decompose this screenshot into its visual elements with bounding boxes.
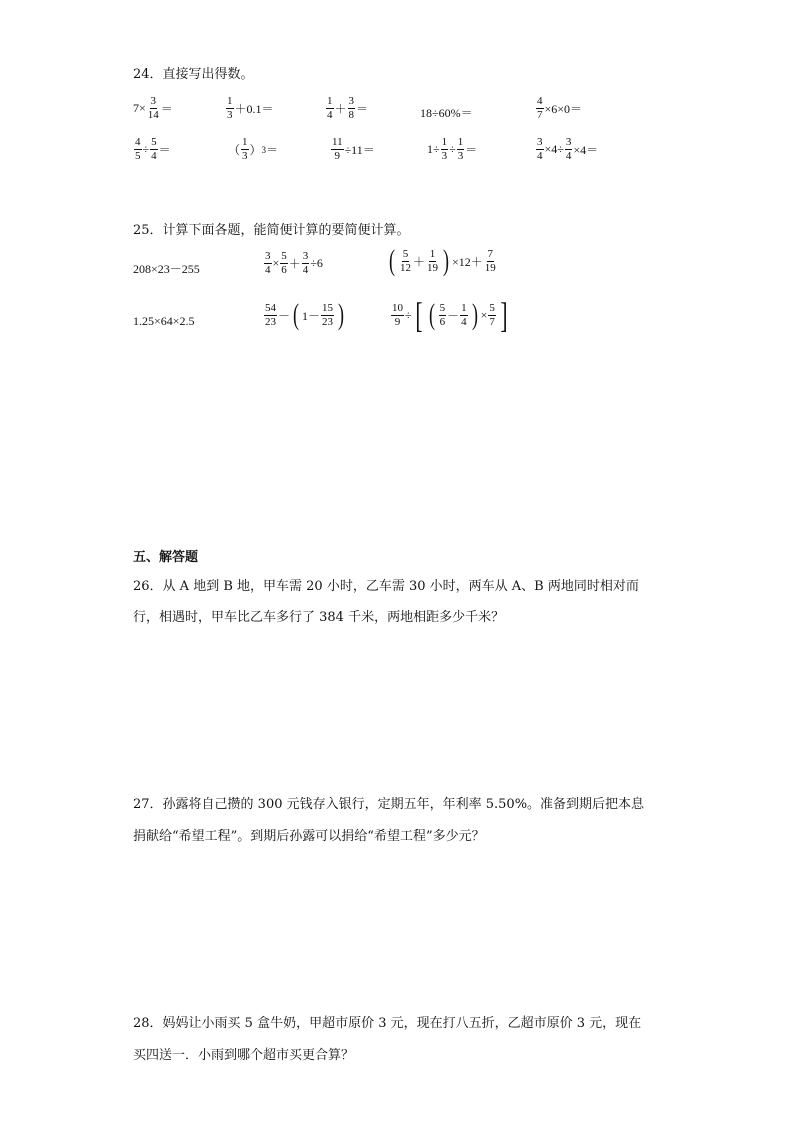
q26-line-2: 行，相遇时，甲车比乙车多行了 384 千米，两地相距多少千米？ [133, 610, 505, 625]
q28-line-2: 买四送一．小雨到哪个超市买更合算？ [133, 1048, 355, 1063]
q24-r2-item-d: 1÷ $\frac{1}{3}$ ÷ $\frac{1}{3}$ ＝ [427, 136, 478, 162]
q24-r1-item-a: 7× $\frac{3}{14}$ ＝ [133, 95, 173, 121]
fraction: $\frac{54}{23}$ [265, 301, 276, 328]
q27-line-1: 27．孙露将自己攒的 300 元钱存入银行，定期五年，年利率 5.50%。准备到期后把本息 [133, 797, 645, 812]
q24-r1-item-c: $\frac{1}{4}$ ＋ $\frac{3}{8}$ ＝ [327, 95, 369, 121]
left-paren: ( [428, 298, 435, 331]
fraction: $\frac{7}{19}$ [484, 247, 496, 274]
q27-line-2: 捐献给“希望工程”。到期后孙露可以捐给“希望工程”多少元？ [133, 829, 485, 844]
fraction: $\frac{3}{4}$ [537, 136, 543, 162]
fraction: $\frac{5}{7}$ [489, 301, 495, 328]
q24-r2-item-c: $\frac{11}{9}$ ÷11＝ [332, 136, 375, 162]
q24-r1-item-d: 18÷60%＝ [420, 106, 473, 120]
fraction: $\frac{1}{3}$ [227, 95, 233, 121]
fraction: $\frac{3}{4}$ [565, 136, 572, 162]
fraction: $\frac{5}{6}$ [439, 301, 446, 328]
fraction: $\frac{4}{7}$ [537, 95, 543, 121]
right-bracket: ] [500, 295, 508, 335]
right-paren: ) [443, 244, 450, 277]
q24-r1-item-e: $\frac{4}{7}$ ×6×0＝ [537, 95, 583, 121]
q25-expr-3: ( $\frac{5}{12}$ ＋ $\frac{1}{19}$ ) ×12＋ $\frac{7}{19}$ [389, 244, 496, 277]
left-paren: ( [293, 298, 300, 331]
right-paren: ) [471, 298, 478, 331]
fraction: $\frac{1}{4}$ [327, 95, 333, 121]
fraction: $\frac{3}{14}$ [147, 95, 159, 121]
q25-expr-2: $\frac{3}{4}$ × $\frac{5}{6}$ ＋ $\frac{3}{4}$ ÷6 [265, 250, 323, 276]
q25-title: 25．计算下面各题，能简便计算的要简便计算。 [133, 223, 410, 238]
q24-r2-item-e: $\frac{3}{4}$ ×4÷ $\frac{3}{4}$ ×4＝ [537, 136, 599, 162]
fraction: $\frac{3}{4}$ [265, 250, 271, 276]
q25-expr-5: $\frac{54}{23}$ － ( 1－ $\frac{15}{23}$ ) [265, 298, 345, 331]
fraction: $\frac{5}{6}$ [281, 250, 287, 276]
fraction: $\frac{1}{3}$ [441, 136, 448, 162]
fraction: $\frac{1}{3}$ [457, 136, 464, 162]
fraction: $\frac{1}{19}$ [427, 247, 439, 274]
q25-expr-1: 208×23－255 [133, 262, 200, 276]
section-heading: 五、解答题 [133, 550, 199, 565]
fraction: $\frac{1}{3}$ [242, 136, 248, 162]
q24-r1-item-b: $\frac{1}{3}$ ＋0.1＝ [227, 95, 274, 121]
right-paren: ) [338, 298, 345, 331]
left-bracket: [ [414, 295, 423, 335]
fraction: $\frac{3}{4}$ [302, 250, 309, 276]
q24-title: 24．直接写出得数。 [133, 67, 254, 82]
q26-line-1: 26．从 A 地到 B 地，甲车需 20 小时，乙车需 30 小时，两车从 A、B 两地同时相对而 [133, 579, 639, 594]
fraction: $\frac{5}{4}$ [151, 136, 157, 162]
left-paren: ( [389, 244, 395, 277]
fraction: $\frac{10}{9}$ [392, 301, 403, 328]
fraction: $\frac{1}{4}$ [461, 301, 467, 328]
fraction: $\frac{15}{23}$ [322, 301, 334, 328]
fraction: $\frac{4}{5}$ [135, 136, 141, 162]
q25-expr-6: $\frac{10}{9}$ ÷ [ ( $\frac{5}{6}$ － $\frac{1}{4}$ ) × $\frac{5}{7}$ ] [392, 295, 508, 335]
fraction: $\frac{5}{12}$ [400, 247, 411, 274]
fraction: $\frac{3}{8}$ [348, 95, 355, 121]
q25-expr-4: 1.25×64×2.5 [133, 314, 195, 328]
q24-r2-item-b: （ $\frac{1}{3}$ ） 3 ＝ [228, 136, 279, 162]
q28-line-1: 28．妈妈让小雨买 5 盒牛奶，甲超市原价 3 元，现在打八五折，乙超市原价 3 元，现在 [133, 1016, 642, 1031]
fraction: $\frac{11}{9}$ [332, 136, 343, 162]
q24-r2-item-a: $\frac{4}{5}$ ÷ $\frac{5}{4}$ ＝ [135, 136, 171, 162]
